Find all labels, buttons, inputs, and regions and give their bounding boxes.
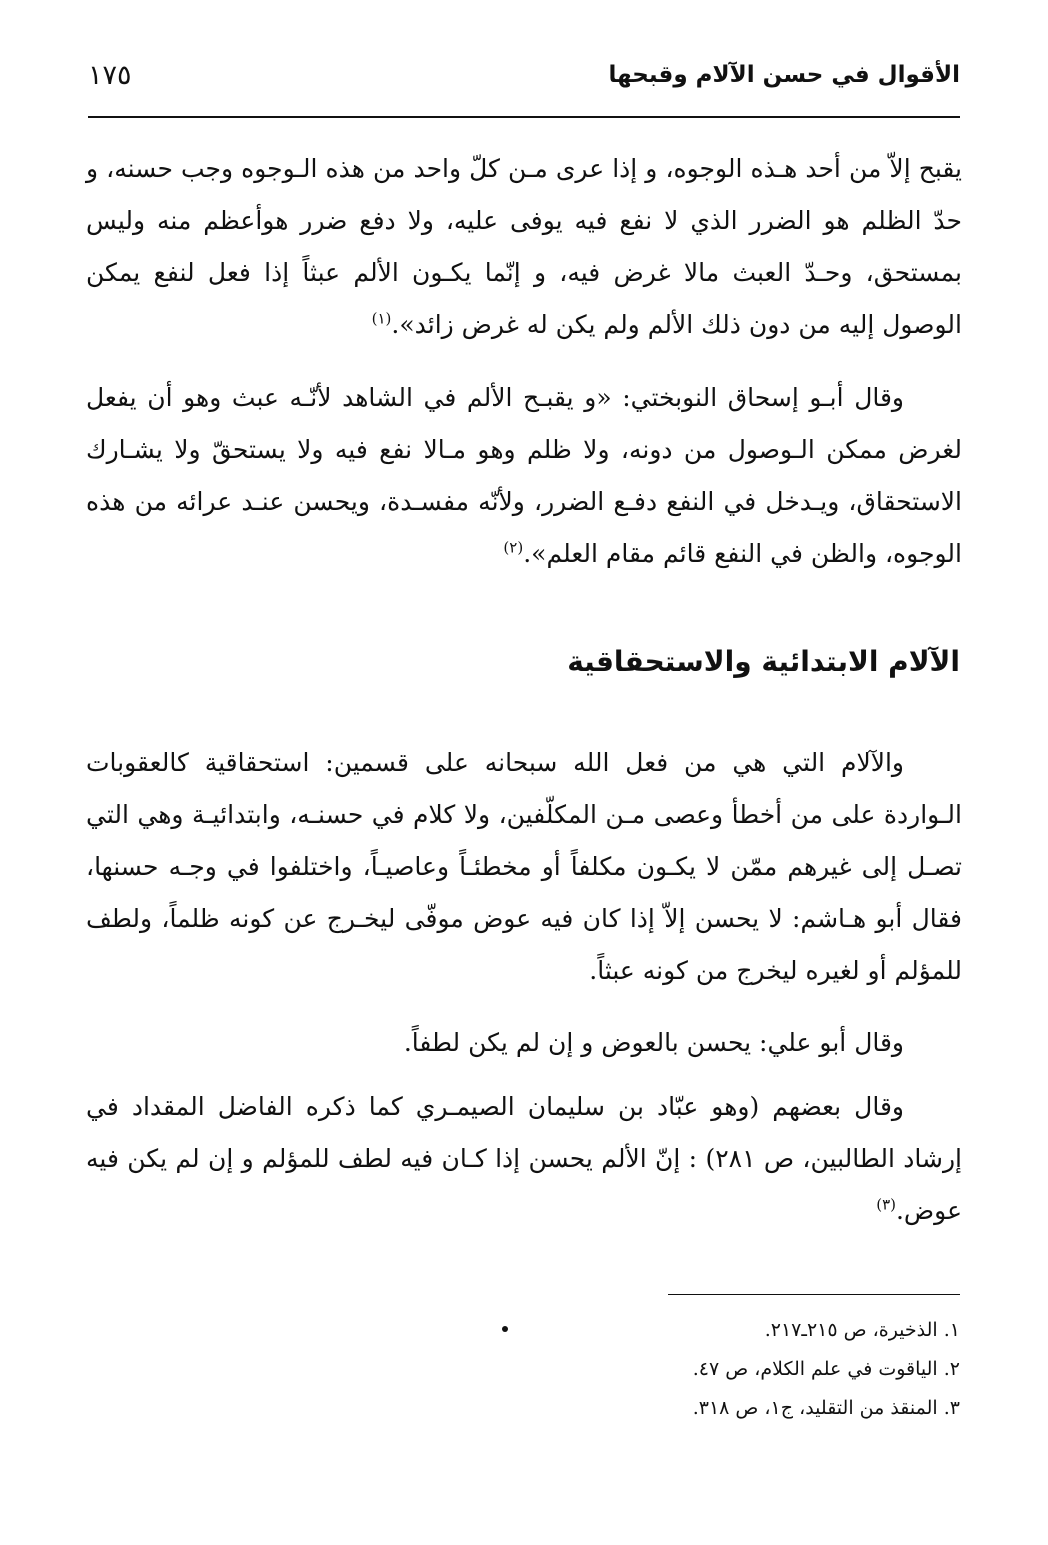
footnote-item: ٢. الياقوت في علم الكلام، ص ٤٧. (692, 1358, 960, 1380)
stray-dot (502, 1326, 508, 1332)
paragraph-3 (86, 737, 962, 997)
header-rule (88, 116, 960, 118)
paragraph-2 (86, 372, 962, 580)
paragraph-text: وقال أبو علي: يحسن بالعوض و إن لم يكن لطفاً. (403, 1028, 904, 1057)
footnote-rule (668, 1294, 960, 1295)
page-number: ١٧٥ (88, 60, 132, 91)
section-heading: الآلام الابتدائية والاستحقاقية (567, 645, 960, 678)
footnote-marker: (٣) (876, 1195, 896, 1214)
footnote-marker: (١) (371, 309, 392, 328)
paragraph-text: وقال بعضهم (وهو عبّاد بن سليمان الصيمـري كما ذكره الفاضل المقداد في إرشاد الطالبين، ص ٢٨١) : إنّ الألم يحسن إذا كـان فيه لطف للمؤلم و إن لم يكن فيه عوض. (86, 1092, 962, 1225)
running-header (88, 58, 960, 104)
footnote-marker: (٢) (503, 538, 524, 557)
paragraph-text: يقبح إلاّ من أحد هـذه الوجوه، و إذا عرى مـن كلّ واحد من هذه الـوجوه وجب حسنه، و حدّ الظلم هو الضرر الذي لا نفع فيه يوفى عليه، ولا دفع ضرر هوأعظم منه وليس بمستحق، وحـدّ العبث مالا غرض فيه، و إنّما يكـون الألم عبثاً إذا فعل لنفع يمكن الوصول إليه من دون ذلك الألم ولم يكن له غرض زائد». (86, 154, 962, 339)
paragraph-text: وقال أبـو إسحاق النوبختي: «و يقبـح الألم في الشاهد لأنّـه عبث وهو أن يفعل لغرض ممكن الـوصول من دونه، ولا ظلم وهو مـالا نفع فيه ولا يستحقّ ولا يشـارك الاستحقاق، ويـدخل في النفع دفـع الضرر، ولأنّه مفسـدة، ويحسن عنـد عرائه من هذه الوجوه، والظن في النفع قائم مقام العلم». (86, 383, 962, 568)
footnote-item: ٣. المنقذ من التقليد، ج١، ص ٣١٨. (692, 1397, 960, 1419)
paragraph-4 (86, 1017, 962, 1069)
footnotes-list (693, 1311, 960, 1428)
footnote-item: ١. الذخيرة، ص ٢١٥ـ٢١٧. (764, 1319, 960, 1341)
running-title: الأقوال في حسن الآلام وقبحها (608, 62, 960, 88)
paragraph-text: والآلام التي هي من فعل الله سبحانه على قسمين: استحقاقية كالعقوبات الـواردة على من أخطأ وعصى مـن المكلّفين، ولا كلام في حسنـه، وابتدائيـة وهي التي تصـل إلى غيرهم ممّن لا يكـون مكلفاً أو مخطئـاً وعاصيـاً، واختلفوا في وجـه حسنها، فقال أبو هـاشم: لا يحسن إلاّ إذا كان فيه عوض موفّى ليخـرج عن كونه ظلماً، ولطف للمؤلم أو لغيره ليخرج من كونه عبثاً. (86, 748, 962, 985)
paragraph-1 (86, 143, 962, 351)
paragraph-5 (86, 1081, 962, 1237)
